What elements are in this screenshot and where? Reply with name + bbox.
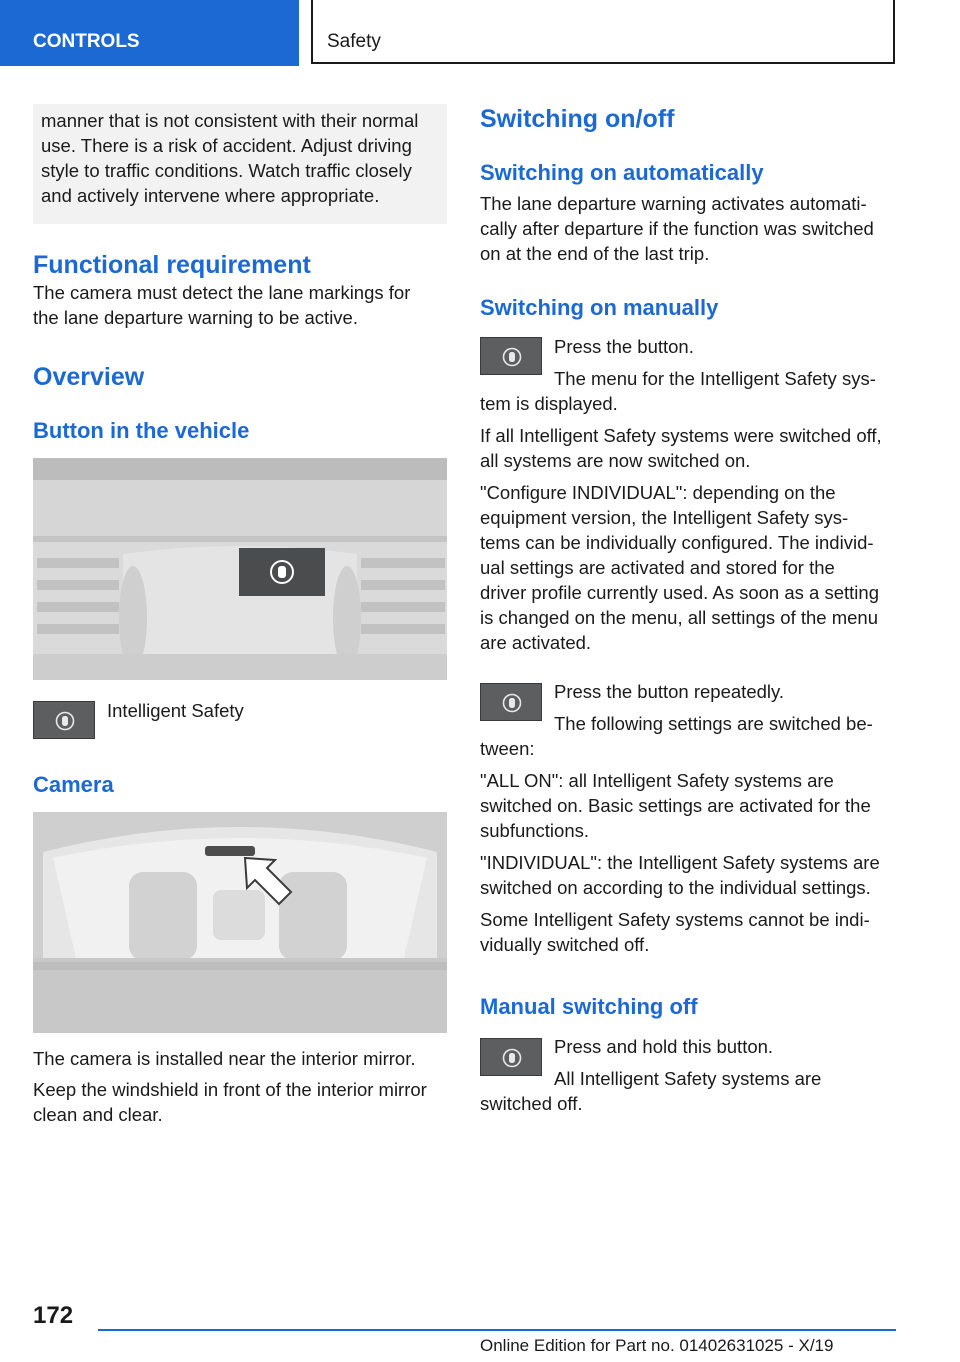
- body-line: on at the end of the last trip.: [480, 243, 710, 264]
- body-line: cally after departure if the function was switched: [480, 218, 874, 239]
- auto-section: [480, 159, 896, 266]
- body-line: tems can be individually configured. The individ-: [480, 532, 874, 553]
- body-line: are activated.: [480, 632, 592, 653]
- warning-box: [33, 104, 447, 224]
- camera-section: [33, 1046, 447, 1127]
- body-line: The camera must detect the lane markings for: [33, 282, 411, 303]
- warning-line: manner that is not consistent with their normal: [41, 110, 419, 131]
- body-line: All Intelligent Safety systems are: [554, 1068, 822, 1089]
- body-line: tem is displayed.: [480, 393, 618, 414]
- manual-on-text: [480, 391, 896, 655]
- manual-on-heading: Switching on manually: [480, 295, 719, 320]
- body-line: vidually switched off.: [480, 934, 650, 955]
- intelligent-safety-icon: [502, 1048, 522, 1068]
- footer-divider: [98, 1329, 896, 1331]
- body-line: "INDIVIDUAL": the Intelligent Safety systems are: [480, 852, 880, 873]
- button-in-vehicle-heading: Button in the vehicle: [33, 418, 250, 443]
- intelligent-safety-button: [480, 683, 542, 721]
- intelligent-safety-button: [480, 1038, 542, 1076]
- body-line: Some Intelligent Safety systems cannot be indi-: [480, 909, 870, 930]
- intelligent-safety-icon: [502, 693, 522, 713]
- body-line: The menu for the Intelligent Safety sys-: [554, 368, 876, 389]
- functional-requirement-heading: Functional requirement: [33, 251, 311, 279]
- body-line: If all Intelligent Safety systems were switched off,: [480, 425, 882, 446]
- body-line: switched on according to the individual settings.: [480, 877, 871, 898]
- edition-text: Online Edition for Part no. 01402631025 - X/19: [480, 1336, 834, 1355]
- body-line: switched off.: [480, 1093, 583, 1114]
- dashboard-button-photo: [33, 458, 447, 680]
- intelligent-safety-button: [480, 337, 542, 375]
- body-line: The lane departure warning activates automati-: [480, 193, 867, 214]
- page-header-title: Safety: [311, 0, 895, 64]
- body-line: tween:: [480, 738, 535, 759]
- body-line: ual settings are activated and stored for the: [480, 557, 835, 578]
- auto-heading: Switching on automatically: [480, 160, 764, 185]
- body-line: The camera is installed near the interior mirror.: [33, 1048, 416, 1069]
- camera-location-photo: [33, 812, 447, 1033]
- body-line: is changed on the menu, all settings of the menu: [480, 607, 879, 628]
- body-line: The following settings are switched be-: [554, 713, 873, 734]
- body-line: Press the button.: [554, 336, 694, 357]
- camera-heading: Camera: [33, 772, 114, 797]
- switching-heading: Switching on/off: [480, 105, 675, 133]
- body-line: switched on. Basic settings are activated for the: [480, 795, 871, 816]
- body-line: Keep the windshield in front of the interior mirror: [33, 1079, 427, 1100]
- page-number: 172: [33, 1302, 74, 1329]
- button-caption: Intelligent Safety: [107, 700, 244, 721]
- body-line: Press the button repeatedly.: [554, 681, 785, 702]
- repeat-text: [480, 736, 896, 957]
- functional-requirement-section: [33, 250, 447, 330]
- body-line: "Configure INDIVIDUAL": depending on the: [480, 482, 836, 503]
- intelligent-safety-button: [33, 701, 95, 739]
- body-line: Press and hold this button.: [554, 1036, 774, 1057]
- intelligent-safety-icon: [502, 347, 522, 367]
- warning-line: style to traffic conditions. Watch traffic closely: [41, 160, 412, 181]
- overview-heading: Overview: [33, 363, 145, 391]
- section-tab: CONTROLS: [0, 0, 299, 66]
- body-line: the lane departure warning to be active.: [33, 307, 358, 328]
- body-line: equipment version, the Intelligent Safety sys-: [480, 507, 849, 528]
- body-line: subfunctions.: [480, 820, 590, 841]
- body-line: clean and clear.: [33, 1104, 163, 1125]
- body-line: driver profile currently used. As soon as a setting: [480, 582, 879, 603]
- body-line: all systems are now switched on.: [480, 450, 751, 471]
- intelligent-safety-icon: [55, 711, 75, 731]
- manual-off-heading: Manual switching off: [480, 994, 698, 1019]
- warning-line: and actively intervene where appropriate.: [41, 185, 380, 206]
- body-line: "ALL ON": all Intelligent Safety systems are: [480, 770, 834, 791]
- warning-line: use. There is a risk of accident. Adjust driving: [41, 135, 412, 156]
